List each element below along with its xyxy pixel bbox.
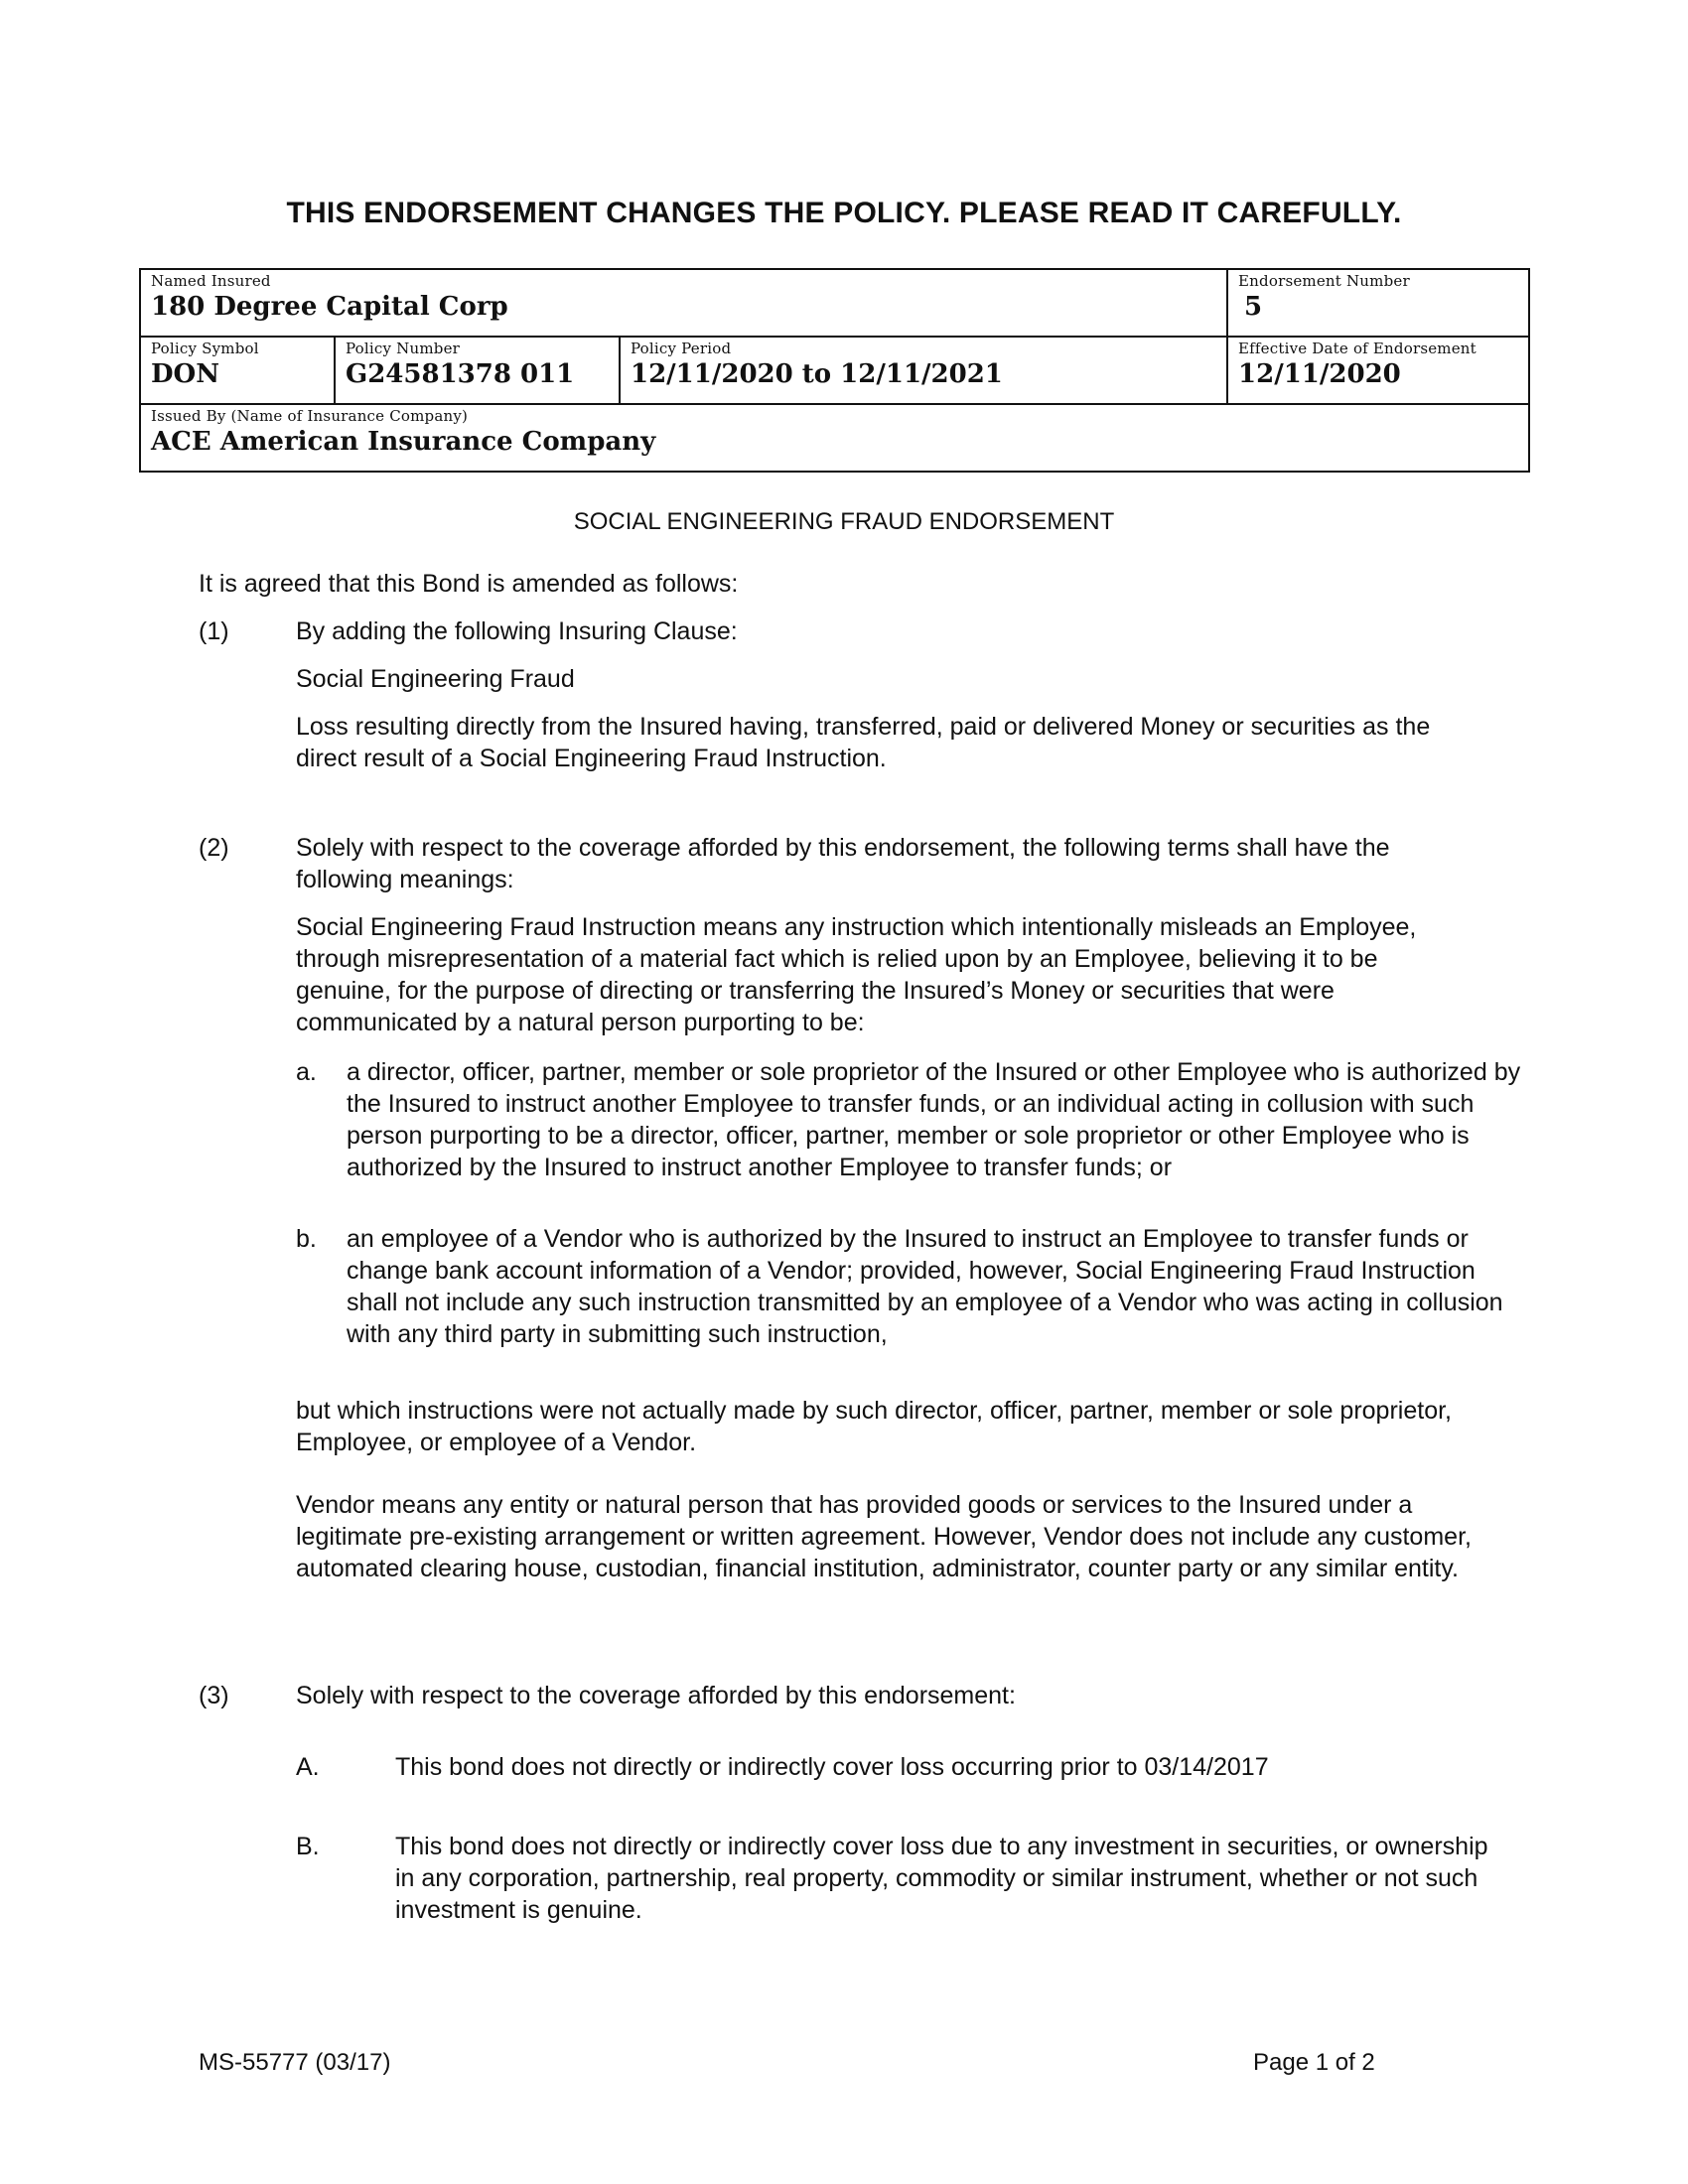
section-2-item-a: a director, officer, partner, member or sole proprietor of the Insured or other Employee who is authorized by the Insured to instruct another Employee to transfer funds, or an individual acting in collusion with such person purporting to be a director, officer, partner, member or sole proprietor or other Employee who is authorized by the Insured to instruct another Employee to transfer funds; or <box>347 1058 1521 1181</box>
policy-symbol-value: DON <box>151 359 219 389</box>
policy-period-label: Policy Period <box>631 340 732 357</box>
policy-symbol-label: Policy Symbol <box>151 340 259 357</box>
endorsement-number-label: Endorsement Number <box>1238 272 1410 290</box>
section-3-item-b-marker: B. <box>296 1833 320 1860</box>
endorsement-banner: THIS ENDORSEMENT CHANGES THE POLICY. PLEASE READ IT CAREFULLY. <box>286 197 1402 229</box>
section-2-number: (2) <box>199 834 229 862</box>
section-3-item-a: This bond does not directly or indirectly cover loss occurring prior to 03/14/2017 <box>395 1753 1269 1781</box>
intro-text: It is agreed that this Bond is amended as follows: <box>199 570 739 598</box>
policy-number-label: Policy Number <box>346 340 461 357</box>
vendor-definition: Vendor means any entity or natural person that has provided goods or services to the Insured under a legitimate pre-existing arrangement or written agreement. However, Vendor does not include any customer, automated clearing house, custodian, financial institution, administrator, counter party or any similar entity. <box>296 1491 1472 1582</box>
effective-date-label: Effective Date of Endorsement <box>1238 340 1477 357</box>
effective-date-value: 12/11/2020 <box>1238 359 1401 389</box>
policy-number-value: G24581378 011 <box>346 359 575 389</box>
section-2-closing: but which instructions were not actually made by such director, officer, partner, member or sole proprietor, Employee, or employee of a Vendor. <box>296 1397 1452 1456</box>
section-2-item-b-marker: b. <box>296 1225 317 1253</box>
section-3-item-b: This bond does not directly or indirectly cover loss due to any investment in securities, or ownership in any corporation, partnership, real property, commodity or similar instrument, whether or not such investment is genuine. <box>395 1833 1488 1924</box>
section-1-number: (1) <box>199 617 229 645</box>
page-number: Page 1 of 2 <box>1253 2049 1375 2076</box>
named-insured-label: Named Insured <box>151 272 271 290</box>
section-2-item-b: an employee of a Vendor who is authorized by the Insured to instruct an Employee to transfer funds or change bank account information of a Vendor; provided, however, Social Engineering Fraud Instruction shall not include any such instruction transmitted by an employee of a Vendor who was acting in collusion with any third party in submitting such instruction, <box>347 1225 1503 1348</box>
section-2-definition: Social Engineering Fraud Instruction means any instruction which intentionally misleads an Employee, through misrepresentation of a material fact which is relied upon by an Employee, believing it to be genuine, for the purpose of directing or transferring the Insured’s Money or securities that were communicated by a natural person purporting to be: <box>296 913 1417 1036</box>
issued-by-label: Issued By (Name of Insurance Company) <box>151 407 469 425</box>
section-2-text: Solely with respect to the coverage afforded by this endorsement, the following terms shall have the following meanings: <box>296 834 1390 893</box>
policy-period-value: 12/11/2020 to 12/11/2021 <box>631 359 1003 389</box>
issued-by-value: ACE American Insurance Company <box>151 427 656 457</box>
section-2-item-a-marker: a. <box>296 1058 317 1086</box>
endorsement-number-value: 5 <box>1244 292 1263 322</box>
section-1-clause-title: Social Engineering Fraud <box>296 665 575 693</box>
section-3-item-a-marker: A. <box>296 1753 320 1781</box>
named-insured-value: 180 Degree Capital Corp <box>151 292 508 322</box>
form-number: MS-55777 (03/17) <box>199 2049 391 2076</box>
section-1-text: By adding the following Insuring Clause: <box>296 617 738 645</box>
section-1-clause-text: Loss resulting directly from the Insured having, transferred, paid or delivered Money or securities as the direct result of a Social Engineering Fraud Instruction. <box>296 713 1431 772</box>
section-3-number: (3) <box>199 1682 229 1709</box>
section-3-text: Solely with respect to the coverage afforded by this endorsement: <box>296 1682 1016 1709</box>
endorsement-subject: SOCIAL ENGINEERING FRAUD ENDORSEMENT <box>573 508 1115 535</box>
